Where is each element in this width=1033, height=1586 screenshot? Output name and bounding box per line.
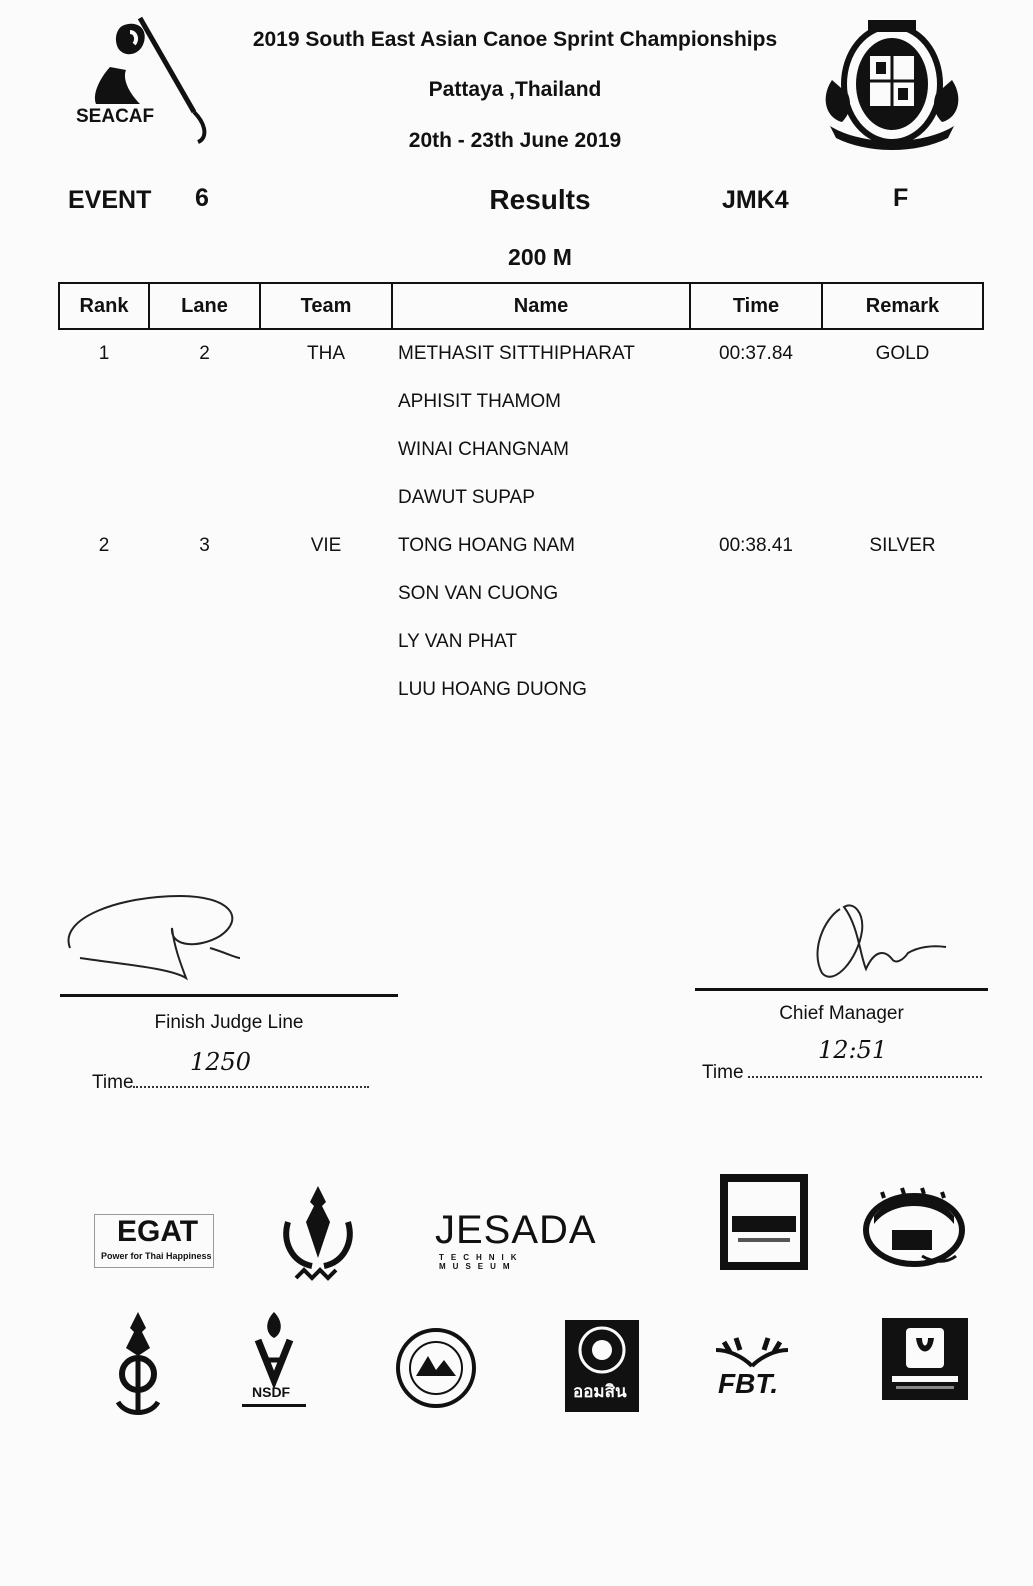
table-row	[59, 426, 983, 474]
gsb-emblem-icon	[565, 1320, 639, 1380]
nsdf-logo-text: NSDF	[252, 1384, 291, 1400]
nsdf-logo	[238, 1310, 310, 1418]
time-cell: 00:37.84	[719, 343, 793, 364]
table-row	[59, 618, 983, 666]
team-cell: VIE	[310, 535, 342, 556]
gsb-logo	[565, 1320, 639, 1412]
column-header-team: Team	[260, 283, 392, 329]
column-header-time: Time	[690, 283, 822, 329]
egat-tagline: Power for Thai Happiness	[101, 1251, 212, 1261]
chief-manager-time-written: 12:51	[818, 1036, 888, 1064]
chief-manager-time-dots	[748, 1076, 982, 1078]
name-cell: LY VAN PHAT	[398, 631, 517, 652]
fbt-logo	[712, 1332, 792, 1404]
bank-logo-icon	[880, 1316, 970, 1402]
column-header-rank: Rank	[59, 283, 149, 329]
jesada-logo-text: JESADA	[435, 1208, 597, 1252]
gsb-logo-text: ออมสิน	[573, 1382, 627, 1401]
name-cell: TONG HOANG NAM	[398, 535, 575, 556]
jesada-logo-subtext: TECHNIK MUSEUM	[439, 1253, 524, 1271]
chief-manager-label: Chief Manager	[779, 1003, 904, 1024]
table-header-row	[59, 283, 983, 329]
table-row	[59, 522, 983, 570]
chief-manager-time-label: Time	[702, 1062, 744, 1083]
fbt-laurel-icon	[712, 1332, 792, 1368]
chief-manager-signature-icon	[800, 895, 960, 985]
page-title: 2019 South East Asian Canoe Sprint Championships	[252, 28, 778, 51]
event-category: JMK4	[722, 186, 789, 214]
column-header-remark: Remark	[822, 283, 983, 329]
insurance-logo-icon	[718, 1172, 810, 1272]
table-row	[59, 666, 983, 714]
rank-cell: 2	[98, 535, 110, 556]
name-cell: WINAI CHANGNAM	[398, 439, 569, 460]
table-row	[59, 570, 983, 618]
chief-manager-signature-line	[695, 988, 988, 991]
column-header-lane: Lane	[149, 283, 260, 329]
seacaf-logo	[70, 12, 230, 147]
finish-judge-label: Finish Judge Line	[154, 1012, 304, 1033]
team-cell: THA	[307, 343, 345, 364]
results-table	[58, 282, 984, 714]
name-cell: LUU HOANG DUONG	[398, 679, 587, 700]
name-cell: APHISIT THAMOM	[398, 391, 561, 412]
column-header-name: Name	[392, 283, 690, 329]
table-row	[59, 378, 983, 426]
finish-judge-time-written: 1250	[190, 1048, 252, 1076]
seacaf-logo-text: SEACAF	[76, 106, 155, 127]
finish-judge-time-dots	[133, 1086, 369, 1088]
event-phase: F	[893, 184, 909, 212]
table-row	[59, 329, 983, 378]
crest-icon	[812, 14, 972, 154]
seal-logo-icon	[394, 1326, 478, 1410]
jesada-logo	[435, 1208, 597, 1271]
finish-judge-signature-line	[60, 994, 398, 997]
name-cell: SON VAN CUONG	[398, 583, 559, 604]
time-cell: 00:38.41	[719, 535, 793, 556]
event-location: Pattaya ,Thailand	[428, 78, 602, 101]
event-label: EVENT	[68, 186, 152, 214]
name-cell: DAWUT SUPAP	[398, 487, 535, 508]
sports-authority-emblem-icon	[278, 1182, 358, 1282]
egat-logo-text: EGAT	[117, 1215, 199, 1248]
finish-judge-time-label: Time	[92, 1072, 134, 1093]
navy-emblem-icon	[112, 1310, 164, 1420]
canoe-association-crest	[812, 14, 972, 154]
remark-cell: SILVER	[869, 535, 936, 556]
results-heading: Results	[489, 184, 591, 215]
rank-cell: 1	[98, 343, 110, 364]
table-row	[59, 474, 983, 522]
event-distance: 200 M	[508, 244, 572, 270]
farm-resort-logo-icon	[862, 1186, 967, 1274]
name-cell: METHASIT SITTHIPHARAT	[398, 343, 635, 364]
lane-cell: 3	[199, 535, 210, 556]
lane-cell: 2	[199, 343, 210, 364]
nsdf-torch-icon	[238, 1310, 310, 1390]
egat-logo	[94, 1214, 214, 1268]
event-number: 6	[195, 184, 209, 212]
finish-judge-signature-icon	[60, 888, 260, 988]
event-dates: 20th - 23th June 2019	[408, 129, 622, 152]
fbt-logo-text: FBT.	[718, 1368, 779, 1399]
nsdf-underline	[242, 1404, 306, 1407]
remark-cell: GOLD	[875, 343, 930, 364]
